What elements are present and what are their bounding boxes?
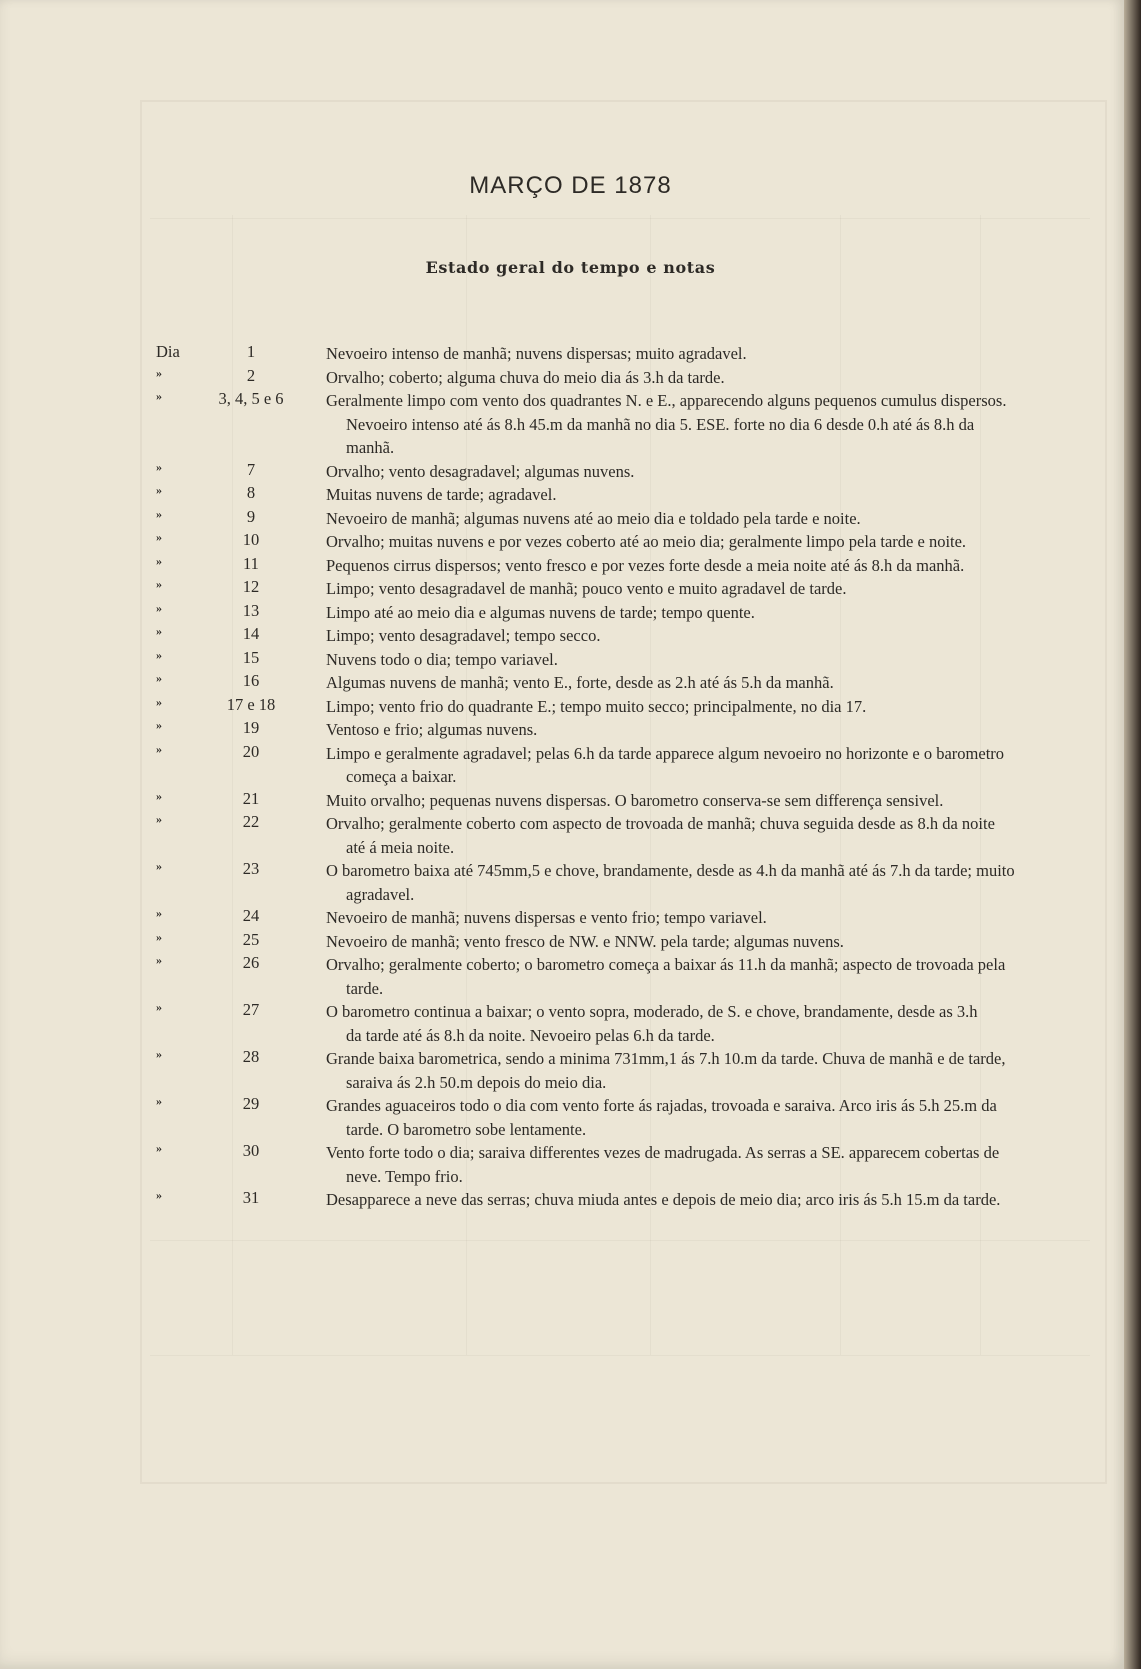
day-number: 25 xyxy=(242,929,260,949)
weather-note xyxy=(326,671,1088,695)
weather-note xyxy=(326,648,1088,672)
note-line: saraiva ás 2.h 50.m depois do meio dia. xyxy=(346,1072,607,1092)
note-line: Orvalho; geralmente coberto com aspecto de trovoada de manhã; chuva seguida desde as 8.h da noite xyxy=(326,814,995,833)
weather-note xyxy=(326,695,1088,719)
ditto-mark: » xyxy=(156,906,161,920)
day-number: 31 xyxy=(242,1188,260,1207)
weather-note xyxy=(326,1094,1088,1141)
note-line: Orvalho; geralmente coberto; o barometro começa a baixar ás 11.h da manhã; aspecto de trovoada pela xyxy=(326,955,1006,974)
day-number: 9 xyxy=(246,506,256,526)
ditto-mark: » xyxy=(156,1047,161,1061)
ditto-mark: » xyxy=(156,741,161,756)
day-number: 27 xyxy=(242,1000,260,1019)
note-line: Vento forte todo o dia; saraiva differentes vezes de madrugada. As serras a SE. apparecem cobertas de xyxy=(326,1143,1000,1162)
note-line: Limpo e geralmente agradavel; pelas 6.h da tarde apparece algum nevoeiro no horizonte e o barometro xyxy=(326,743,1005,763)
weather-note xyxy=(326,1141,1088,1188)
ditto-mark: » xyxy=(156,1094,161,1108)
note-line: Orvalho; vento desagradavel; algumas nuvens. xyxy=(326,461,635,481)
ditto-mark: » xyxy=(156,365,161,380)
weather-note xyxy=(326,507,1088,531)
day-number: 13 xyxy=(242,600,260,620)
day-column-label: Dia xyxy=(156,342,180,361)
ditto-mark: » xyxy=(156,506,161,521)
weather-note xyxy=(326,530,1088,554)
page-title: MARÇO DE 1878 xyxy=(469,172,672,199)
day-number: 23 xyxy=(242,859,260,878)
note-line: Algumas nuvens de manhã; vento E., forte, desde as 2.h até ás 5.h da manhã. xyxy=(326,673,834,692)
bleed-line xyxy=(150,218,1090,219)
note-line: Desapparece a neve das serras; chuva miuda antes e depois de meio dia; arco iris ás 5.h 15.m da tarde. xyxy=(326,1190,1001,1209)
note-line: Ventoso e frio; algumas nuvens. xyxy=(326,720,538,739)
ditto-mark: » xyxy=(156,1000,161,1014)
note-line: Nuvens todo o dia; tempo variavel. xyxy=(326,649,558,669)
ditto-mark: » xyxy=(156,577,161,591)
ditto-mark: » xyxy=(156,718,161,732)
weather-note xyxy=(326,366,1088,390)
note-line: até á meia noite. xyxy=(346,837,455,857)
ditto-mark: » xyxy=(156,483,161,497)
ditto-mark: » xyxy=(156,694,161,709)
day-number: 22 xyxy=(242,812,260,831)
note-line: Limpo; vento desagradavel; tempo secco. xyxy=(326,626,601,645)
day-number: 26 xyxy=(242,953,260,972)
day-number: 19 xyxy=(242,718,260,737)
weather-note xyxy=(326,789,1088,813)
weather-note xyxy=(326,742,1088,789)
note-line: Limpo; vento desagradavel de manhã; pouco vento e muito agradavel de tarde. xyxy=(326,579,847,598)
day-number: 2 xyxy=(246,365,256,385)
ditto-mark: » xyxy=(156,953,161,967)
note-line: Pequenos cirrus dispersos; vento fresco e por vezes forte desde a meia noite até ás 8.h da manhã. xyxy=(326,555,965,575)
weather-note xyxy=(326,460,1088,484)
bleed-line xyxy=(150,1240,1090,1241)
ditto-mark: » xyxy=(156,859,161,873)
day-number: 17 e 18 xyxy=(226,694,276,714)
note-line: Orvalho; muitas nuvens e por vezes coberto até ao meio dia; geralmente limpo pela tarde e noite. xyxy=(326,532,967,551)
note-line: Geralmente limpo com vento dos quadrantes N. e E., apparecendo alguns pequenos cumulus dispersos. xyxy=(326,391,1007,410)
weather-note xyxy=(326,906,1088,930)
weather-note xyxy=(326,1000,1088,1047)
ditto-mark: » xyxy=(156,1188,161,1202)
note-line: Limpo até ao meio dia e algumas nuvens de tarde; tempo quente. xyxy=(326,602,755,622)
day-number: 7 xyxy=(246,459,256,479)
note-line: começa a baixar. xyxy=(346,767,457,786)
weather-note xyxy=(326,577,1088,601)
section-heading: Estado geral do tempo e notas xyxy=(425,258,716,277)
weather-note xyxy=(326,601,1088,625)
day-number: 28 xyxy=(242,1047,260,1066)
day-number: 20 xyxy=(242,741,260,761)
day-number: 21 xyxy=(242,788,260,808)
bleed-line xyxy=(150,1355,1090,1356)
note-line: Orvalho; coberto; alguma chuva do meio dia ás 3.h da tarde. xyxy=(326,367,725,387)
note-line: tarde. O barometro sobe lentamente. xyxy=(346,1119,587,1139)
weather-note xyxy=(326,953,1088,1000)
weather-note xyxy=(326,812,1088,859)
weather-note xyxy=(326,859,1088,906)
ditto-mark: » xyxy=(156,600,161,615)
note-line: O barometro baixa até 745mm,5 e chove, brandamente, desde as 4.h da manhã até ás 7.h da tarde; muito xyxy=(326,861,1015,880)
note-line: Nevoeiro de manhã; vento fresco de NW. e NNW. pela tarde; algumas nuvens. xyxy=(326,931,844,951)
note-line: neve. Tempo frio. xyxy=(346,1166,463,1186)
weather-note xyxy=(326,718,1088,742)
note-line: agradavel. xyxy=(346,884,415,904)
day-number: 16 xyxy=(242,671,260,690)
weather-note xyxy=(326,930,1088,954)
note-line: manhã. xyxy=(346,438,395,457)
ditto-mark: » xyxy=(156,530,161,544)
weather-note xyxy=(326,1188,1088,1212)
page-edge xyxy=(1124,0,1141,1669)
ditto-mark: » xyxy=(156,929,161,944)
day-number: 12 xyxy=(242,577,260,596)
weather-note xyxy=(326,483,1088,507)
weather-note xyxy=(326,342,1088,366)
note-line: da tarde até ás 8.h da noite. Nevoeiro pelas 6.h da tarde. xyxy=(346,1025,715,1045)
note-line: Nevoeiro de manhã; nuvens dispersas e vento frio; tempo variavel. xyxy=(326,908,767,927)
note-line: O barometro continua a baixar; o vento sopra, moderado, de S. e chove, brandamente, desde as 3.h xyxy=(326,1002,978,1021)
note-line: tarde. xyxy=(346,978,384,998)
ditto-mark: » xyxy=(156,389,161,403)
note-line: Muitas nuvens de tarde; agradavel. xyxy=(326,485,557,504)
weather-note xyxy=(326,389,1088,460)
ditto-mark: » xyxy=(156,624,161,638)
ditto-mark: » xyxy=(156,459,161,474)
day-number: 11 xyxy=(243,553,259,573)
note-line: Muito orvalho; pequenas nuvens dispersas. O barometro conserva-se sem differença sensivel. xyxy=(326,790,944,810)
note-line: Grande baixa barometrica, sendo a minima 731mm,1 ás 7.h 10.m da tarde. Chuva de manhã e de tarde, xyxy=(326,1049,1006,1068)
ditto-mark: » xyxy=(156,647,161,662)
day-number: 24 xyxy=(242,906,260,925)
ditto-mark: » xyxy=(156,788,161,803)
weather-note xyxy=(326,1047,1088,1094)
day-number: 8 xyxy=(246,483,256,502)
weather-note xyxy=(326,624,1088,648)
note-line: Nevoeiro de manhã; algumas nuvens até ao meio dia e toldado pela tarde e noite. xyxy=(326,508,861,528)
note-line: Grandes aguaceiros todo o dia com vento forte ás rajadas, trovoada e saraiva. Arco iris ás 5.h 25.m da xyxy=(326,1096,997,1115)
day-number: 14 xyxy=(242,624,260,643)
note-line: Limpo; vento frio do quadrante E.; tempo muito secco; principalmente, no dia 17. xyxy=(326,696,867,716)
day-number: 29 xyxy=(242,1094,260,1113)
note-line: Nevoeiro intenso até ás 8.h 45.m da manhã no dia 5. ESE. forte no dia 6 desde 0.h até ás 8.h da xyxy=(346,414,975,434)
day-number: 3, 4, 5 e 6 xyxy=(218,389,284,408)
ditto-mark: » xyxy=(156,553,161,568)
day-number: 10 xyxy=(242,530,260,549)
ditto-mark: » xyxy=(156,812,161,826)
bleed-line xyxy=(232,215,233,1355)
ditto-mark: » xyxy=(156,1141,161,1155)
day-number: 30 xyxy=(242,1141,260,1160)
ditto-mark: » xyxy=(156,671,161,685)
day-number: 15 xyxy=(242,647,260,667)
weather-note xyxy=(326,554,1088,578)
note-line: Nevoeiro intenso de manhã; nuvens dispersas; muito agradavel. xyxy=(326,344,747,363)
day-number: 1 xyxy=(246,342,256,361)
